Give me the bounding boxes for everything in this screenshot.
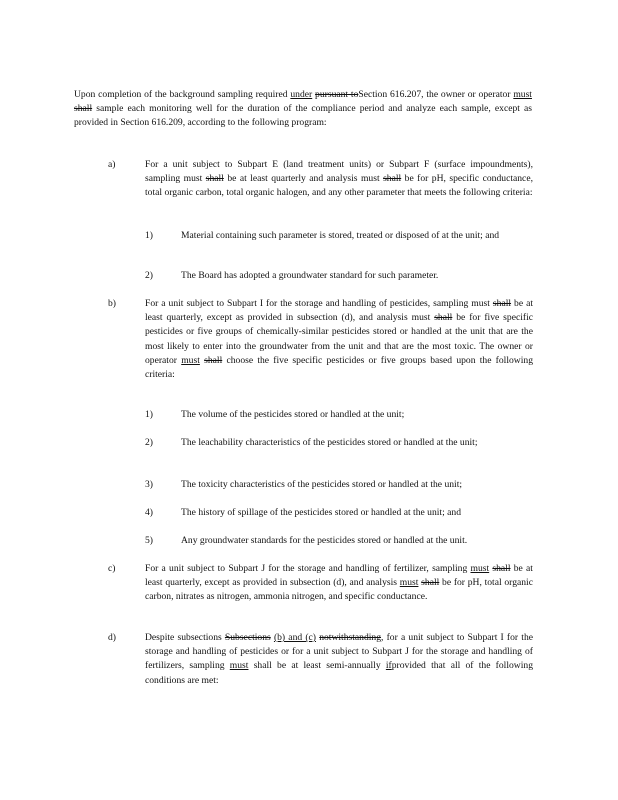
deleted-text: shall — [492, 563, 511, 574]
inserted-text: must — [513, 89, 532, 100]
subsection-c-text: For a unit subject to Subpart J for the storage and handling of fertilizer, sampling must shall be at least quarterly, except as provided in subsection (d), and analysis must shall be for pH, total organic carbon, nitrates as nitrogen, ammonia nitrogen, and specific conductance. — [145, 563, 533, 603]
subsection-d-label: d) — [108, 632, 116, 643]
deleted-text: shall — [74, 103, 93, 115]
deleted-text: shall — [204, 354, 223, 366]
list-item: The toxicity characteristics of the pesticides stored or handled at the unit; — [181, 479, 463, 490]
item-num: 3) — [145, 479, 153, 490]
intro-text: sample each monitoring well for the duration of the compliance period and analyze each sample, except as provided in Section 616.209, according to the following program: — [74, 103, 533, 129]
deleted-text: shall — [421, 577, 440, 589]
deleted-text: shall — [205, 173, 224, 185]
intro-text: Section 616.207, the owner or operator — [358, 89, 514, 100]
intro-text: Upon completion of the background sampling required — [74, 89, 291, 100]
item-num: 5) — [145, 535, 153, 546]
item-num: 2) — [145, 437, 153, 448]
subsection-b-text: For a unit subject to Subpart I for the storage and handling of pesticides, sampling must shall be at least quarterly, except as provided in subsection (d), and analysis must shall be for five specific pesticides or five groups of chemically-similar pesticides stored or handled at the unit that are the most likely to enter into the groundwater from the unit and that are the most toxic. The owner or operator must shall choose the five specific pesticides or five groups based upon the following criteria: — [145, 298, 533, 381]
item-num: 1) — [145, 230, 153, 241]
deleted-text: shall — [383, 173, 402, 185]
list-item: Any groundwater standards for the pesticides stored or handled at the unit. — [181, 535, 468, 546]
list-item: The volume of the pesticides stored or handled at the unit; — [181, 409, 405, 420]
list-item: The leachability characteristics of the pesticides stored or handled at the unit; — [181, 437, 478, 448]
subsection-a-text: For a unit subject to Subpart E (land treatment units) or Subpart F (surface impoundments), sampling must shall be at least quarterly and analysis must shall be for pH, specific conductance, total organic carbon, total organic halogen, and any other parameter that meets the following criteria: — [145, 159, 533, 199]
intro-paragraph — [74, 88, 532, 131]
inserted-text: must — [181, 354, 200, 366]
deleted-text: pursuant to — [315, 89, 359, 100]
inserted-text: (b) and (c) — [273, 632, 316, 643]
list-item: The history of spillage of the pesticides stored or handled at the unit; and — [181, 507, 462, 518]
inserted-text: under — [290, 89, 313, 100]
subsection-d-text: Despite subsections Subsections (b) and (c) notwithstanding, for a unit subject to Subpart I for the storage and handling of pesticides or for a unit subject to Subpart J for the storage and handling of fertilizers, sampling must shall be at least semi-annually ifprovided that all of the following conditions are met: — [145, 632, 534, 686]
inserted-text: if — [385, 660, 392, 672]
item-num: 4) — [145, 507, 153, 518]
subsection-b-label: b) — [108, 298, 116, 309]
deleted-text: notwithstanding — [319, 632, 382, 643]
deleted-text: Subsections — [224, 632, 271, 643]
inserted-text: must — [399, 577, 419, 589]
list-item: Material containing such parameter is stored, treated or disposed of at the unit; and — [181, 230, 500, 241]
subsection-a-label: a) — [108, 159, 116, 170]
deleted-text: shall — [492, 298, 512, 309]
inserted-text: must — [229, 660, 249, 672]
deleted-text: shall — [434, 312, 453, 324]
item-num: 1) — [145, 409, 153, 420]
subsection-c-label: c) — [108, 563, 116, 574]
list-item: The Board has adopted a groundwater standard for such parameter. — [181, 270, 439, 281]
inserted-text: must — [470, 563, 490, 574]
item-num: 2) — [145, 270, 153, 281]
